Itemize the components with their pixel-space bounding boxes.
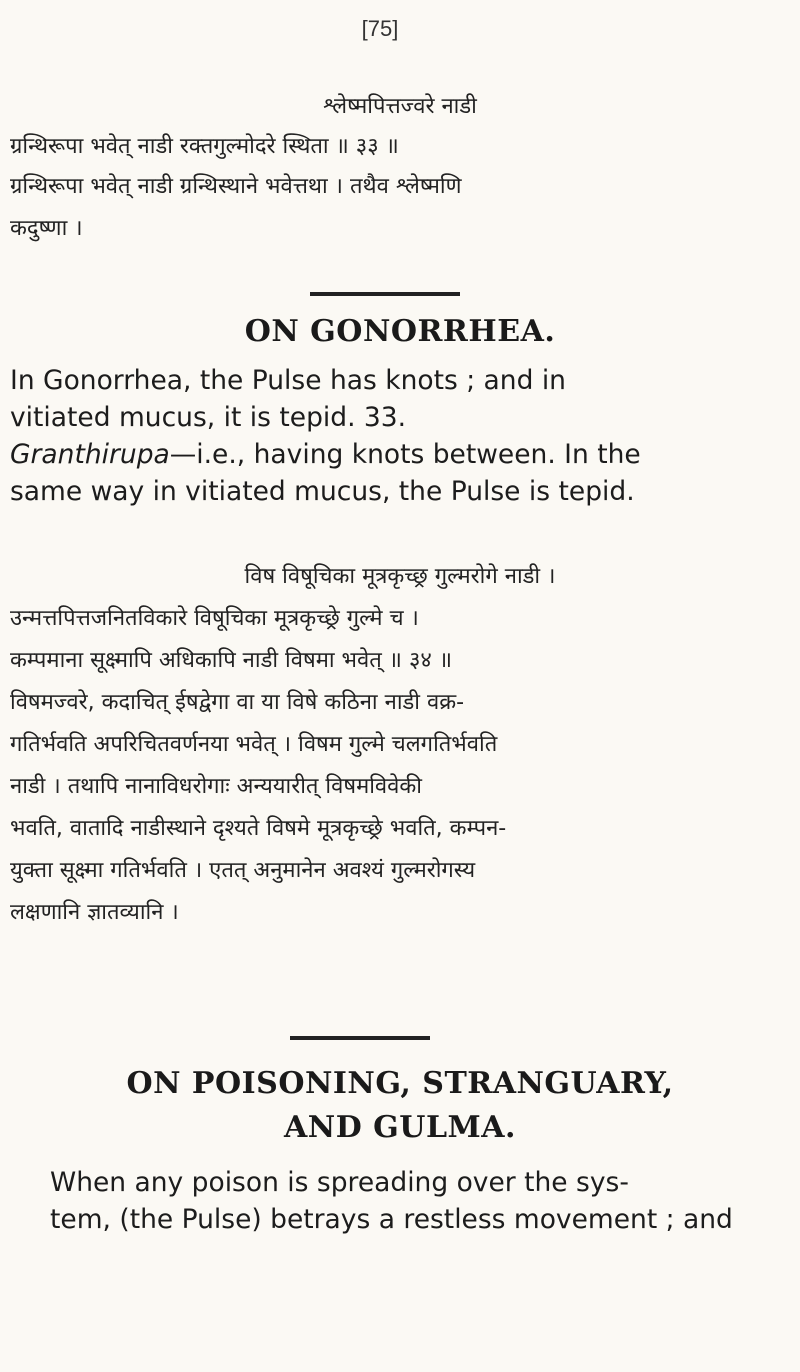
paragraph-gonorrhea	[10, 362, 790, 510]
sanskrit-line: गतिर्भवति अपरिचितवर्णनया भवेत् । विषम गुल्मे चलगतिर्भवति	[10, 732, 498, 757]
paragraph-line: When any poison is spreading over the sys-	[50, 1167, 629, 1198]
sanskrit-line: श्लेष्मपित्तज्वरे नाडी	[323, 94, 477, 119]
sanskrit-line: विष विषूचिका मूत्रकृच्छ्र गुल्मरोगे नाडी ।	[244, 564, 556, 589]
paragraph-line: same way in vitiated mucus, the Pulse is tepid.	[10, 476, 635, 507]
paragraph-line	[10, 436, 790, 473]
term-granthirupa: Granthirupa	[10, 439, 170, 470]
paragraph-line: vitiated mucus, it is tepid. 33.	[10, 402, 407, 433]
sanskrit-line: उन्मत्तपित्तजनितविकारे विषूचिका मूत्रकृच्छ्रे गुल्मे च ।	[10, 606, 419, 631]
section-heading-gonorrhea: ON GONORRHEA.	[244, 314, 556, 349]
section-heading-poisoning-line-2: AND GULMA.	[284, 1110, 516, 1145]
sanskrit-verse-block-1	[0, 90, 800, 270]
page-number: [75]	[361, 16, 399, 41]
sanskrit-line: ग्रन्थिरूपा भवेत् नाडी ग्रन्थिस्थाने भवेत्तथा । तथैव श्लेष्मणि	[10, 174, 462, 199]
sanskrit-line: कदुष्णा ।	[10, 216, 83, 241]
paragraph-line: In Gonorrhea, the Pulse has knots ; and in	[10, 365, 566, 396]
sanskrit-line: विषमज्वरे, कदाचित् ईषद्वेगा वा या विषे कठिना नाडी वक्र-	[10, 690, 465, 715]
section-divider-1	[310, 292, 460, 296]
paragraph-line: tem, (the Pulse) betrays a restless movement ; and	[50, 1204, 733, 1235]
sanskrit-line: युक्ता सूक्ष्मा गतिर्भवति । एतत् अनुमानेन अवश्यं गुल्मरोगस्य	[10, 858, 476, 883]
sanskrit-verse-block-2	[0, 560, 800, 1030]
section-divider-2	[290, 1036, 430, 1040]
sanskrit-line: ग्रन्थिरूपा भवेत् नाडी रक्तगुल्मोदरे स्थिता ॥ ३३ ॥	[10, 134, 399, 159]
sanskrit-line: लक्षणानि ज्ञातव्यानि ।	[10, 900, 179, 925]
sanskrit-line: भवति, वातादि नाडीस्थाने दृश्यते विषमे मूत्रकृच्छ्रे भवति, कम्पन-	[10, 816, 507, 841]
section-heading-poisoning: ON POISONING, STRANGUARY,	[126, 1066, 674, 1101]
sanskrit-line: नाडी । तथापि नानाविधरोगाः अन्ययारीत् विषमविवेकी	[10, 774, 422, 799]
paragraph-poisoning	[50, 1164, 790, 1238]
term-definition: —i.e., having knots between. In the	[169, 439, 641, 470]
sanskrit-line: कम्पमाना सूक्ष्मापि अधिकापि नाडी विषमा भवेत् ॥ ३४ ॥	[10, 648, 453, 673]
